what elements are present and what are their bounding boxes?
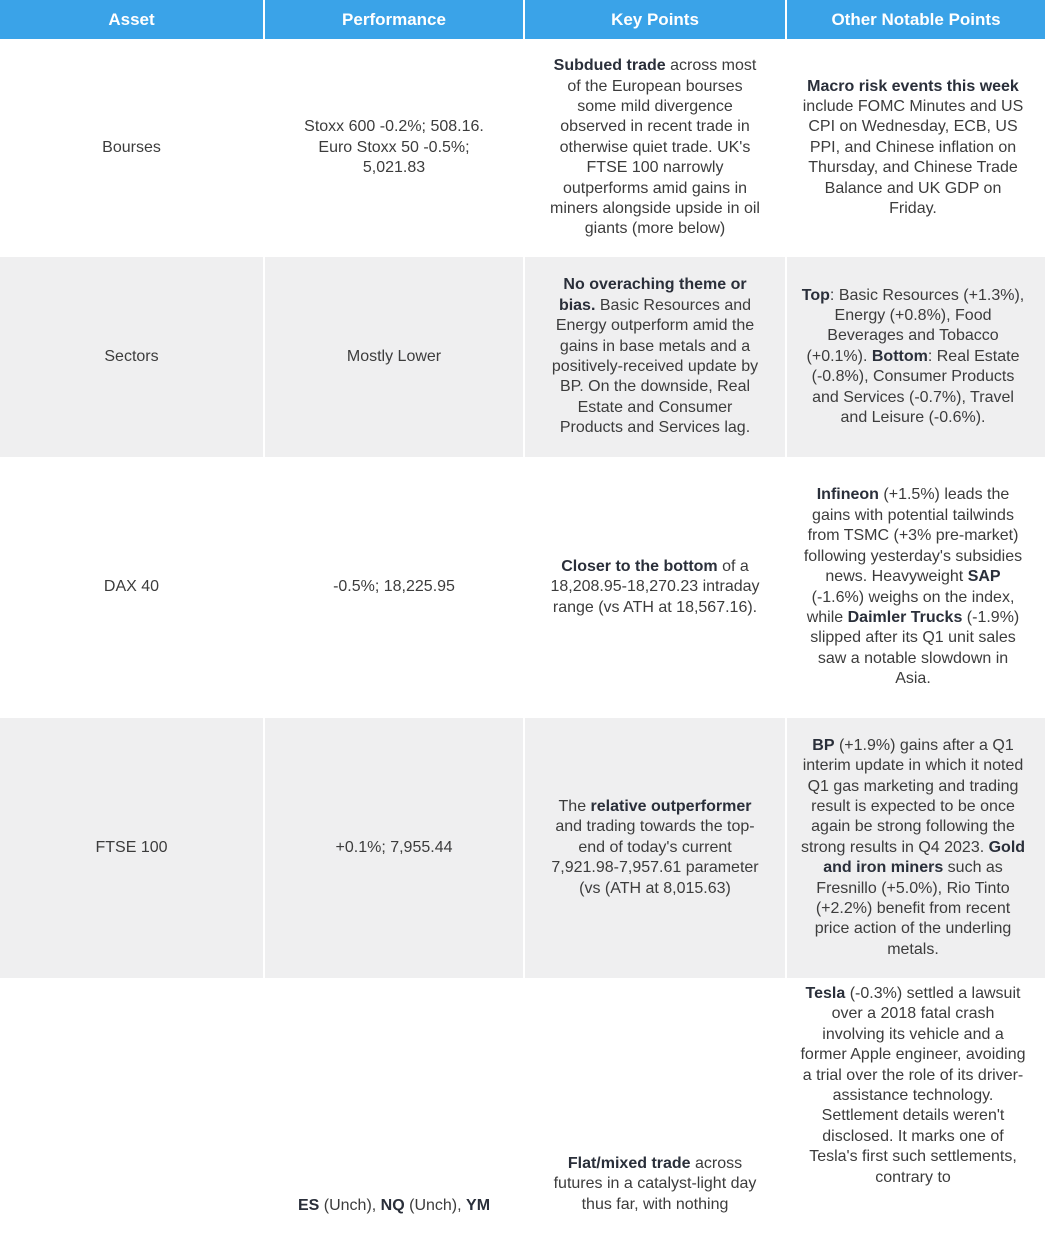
bottom-label: Bottom: [871, 347, 928, 365]
company-name: Daimler Trucks: [847, 608, 963, 626]
performance-line: Stoxx 600 -0.2%; 508.16.: [304, 118, 484, 136]
asset-cell: Bourses: [0, 39, 264, 257]
asset-cell: FTSE 100: [0, 718, 264, 978]
key-points-text: of a 18,208.95-18,270.23 intraday range (vs ATH at 18,567.16).: [550, 557, 760, 616]
other-points-text: (-1.6%) weighs on the index, while: [806, 588, 1015, 626]
asset-cell: Sectors: [0, 257, 264, 457]
header-performance: Performance: [264, 0, 524, 39]
other-points-text: (+1.9%) gains after a Q1 interim update in which it noted Q1 gas marketing and trading result is expected to be once again be strong following the strong results in Q4 2023.: [800, 736, 1024, 856]
other-points-cell: [786, 257, 1045, 457]
header-key-points: Key Points: [524, 0, 786, 39]
key-points-text: Basic Resources and Energy outperform amid the gains in base metals and a positively-received update by BP. On the downside, Real Estate and Consumer Products and Services lag.: [551, 296, 759, 437]
asset-cell: DAX 40: [0, 457, 264, 718]
key-points-highlight: Flat/mixed trade: [567, 1155, 691, 1172]
company-name: Tesla: [805, 985, 846, 1002]
other-points-text: (-1.9%) slipped after its Q1 unit sales saw a notable slowdown in Asia.: [810, 608, 1020, 688]
key-points-prefix: The: [558, 797, 591, 815]
ticker-es: ES: [297, 1197, 320, 1214]
company-name: Infineon: [816, 486, 879, 504]
other-points-highlight: Macro risk events this week: [807, 77, 1019, 95]
key-points-text: across futures in a catalyst-light day thus far, with nothing: [553, 1155, 757, 1213]
key-points-text: and trading towards the top-end of today's current 7,921.98-7,957.61 parameter (vs (ATH at 8,015.63): [551, 818, 759, 897]
key-points-highlight: No overaching theme or bias.: [558, 276, 747, 314]
bottom-sectors-text: : Real Estate (-0.8%), Consumer Products and Services (-0.7%), Travel and Leisure (-0.6%).: [811, 347, 1020, 427]
table-row: [0, 457, 1045, 718]
key-points-cell: [524, 718, 786, 978]
key-points-highlight: Closer to the bottom: [561, 557, 718, 575]
performance-text: (Unch),: [319, 1197, 381, 1214]
top-label: Top: [801, 286, 830, 304]
header-asset: Asset: [0, 0, 264, 39]
other-points-cell: [786, 978, 1045, 1238]
performance-cell: -0.5%; 18,225.95: [264, 457, 524, 718]
key-points-cell: [524, 978, 786, 1238]
performance-cell: [264, 39, 524, 257]
performance-text: (Unch),: [404, 1197, 467, 1214]
asset-cell: [0, 978, 264, 1238]
ticker-nq: NQ: [380, 1197, 405, 1214]
ticker-ym: YM: [466, 1197, 491, 1214]
other-points-text: such as Fresnillo (+5.0%), Rio Tinto (+2.2%) benefit from recent price action of the underling metals.: [814, 859, 1012, 958]
table-row: [0, 718, 1045, 978]
performance-cell: Mostly Lower: [264, 257, 524, 457]
other-points-cell: [786, 39, 1045, 257]
performance-cell: +0.1%; 7,955.44: [264, 718, 524, 978]
table-row: [0, 978, 1045, 1238]
table-row: [0, 257, 1045, 457]
key-points-highlight: Subdued trade: [553, 57, 666, 75]
other-points-text: (+1.5%) leads the gains with potential tailwinds from TSMC (+3% pre-market) following yesterday's subsidies news. Heavyweight: [803, 486, 1023, 586]
table-header: [0, 0, 1045, 39]
performance-cell: [264, 978, 524, 1238]
table-row: [0, 39, 1045, 257]
performance-line: 5,021.83: [362, 159, 426, 177]
header-other-notable-points: Other Notable Points: [786, 0, 1045, 39]
top-sectors-text: : Basic Resources (+1.3%), Energy (+0.8%), Food Beverages and Tobacco (+0.1%).: [806, 286, 1025, 365]
key-points-cell: [524, 257, 786, 457]
key-points-highlight: relative outperformer: [590, 797, 752, 815]
key-points-text: across most of the European bourses some mild divergence observed in recent trade in otherwise quiet trade. UK's FTSE 100 narrowly outperforms amid gains in miners alongside upside in oil giants (more below): [550, 57, 760, 238]
performance-line: Euro Stoxx 50 -0.5%;: [318, 138, 470, 156]
other-points-text: include FOMC Minutes and US CPI on Wednesday, ECB, US PPI, and Chinese inflation on Thursday, and Chinese Trade Balance and UK GDP on Friday.: [802, 97, 1024, 218]
other-points-cell: [786, 718, 1045, 978]
key-points-cell: [524, 39, 786, 257]
key-points-cell: [524, 457, 786, 718]
other-points-highlight: Gold and iron miners: [823, 838, 1026, 877]
other-points-text: (-0.3%) settled a lawsuit over a 2018 fatal crash involving its vehicle and a former Apple engineer, avoiding a trial over the role of its driver-assistance technology. Settlement details weren't disclosed. It marks one of Tesla's first such settlements, contrary to: [800, 985, 1026, 1186]
company-name: BP: [812, 736, 835, 754]
company-name: SAP: [967, 568, 1001, 586]
other-points-cell: [786, 457, 1045, 718]
